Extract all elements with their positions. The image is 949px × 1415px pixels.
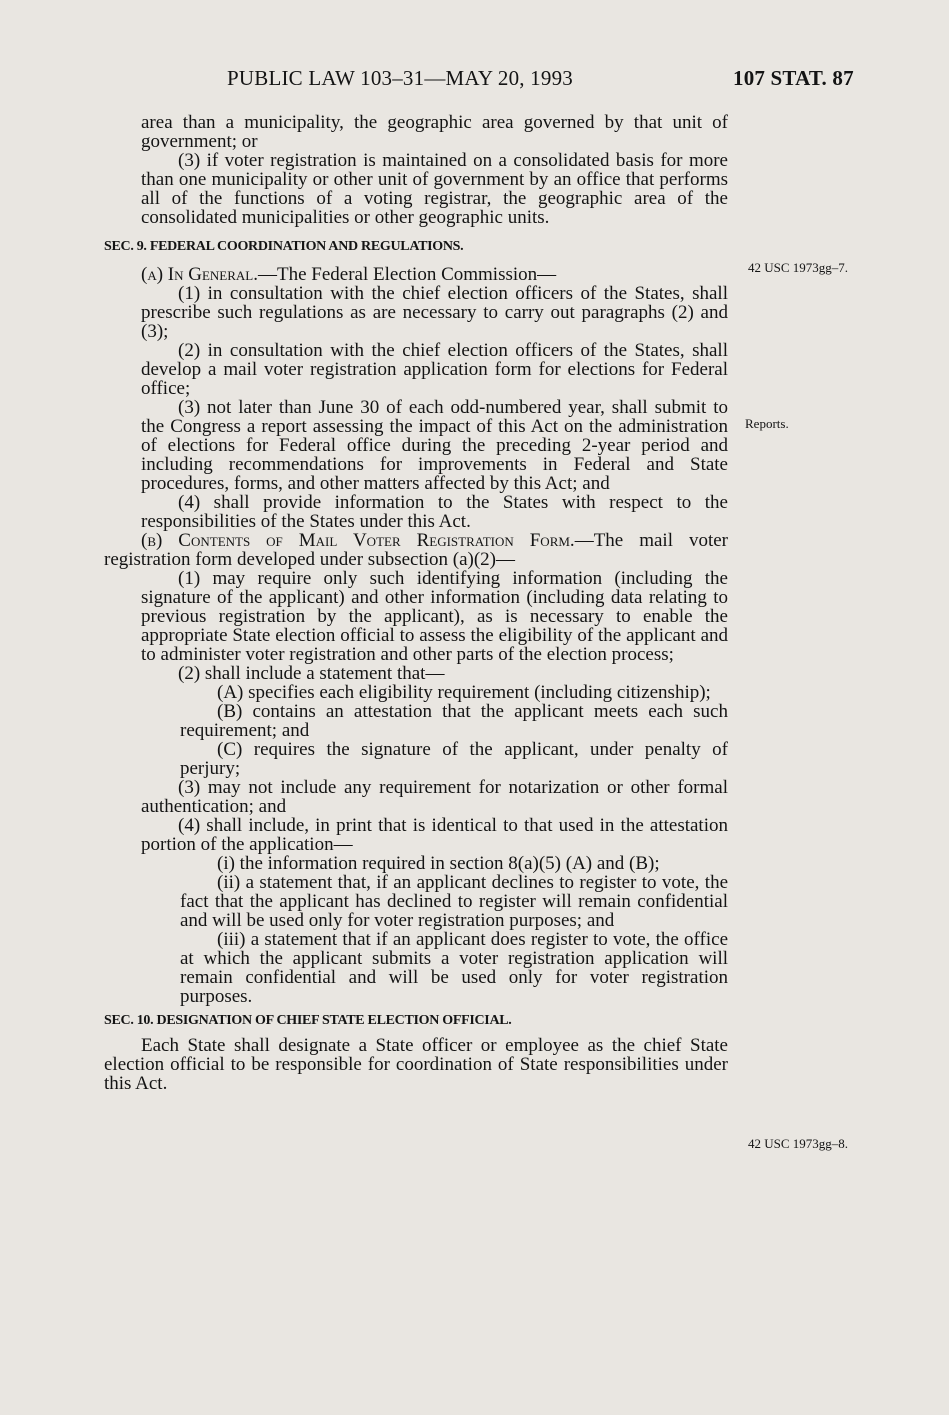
- subsection-b: [104, 531, 728, 569]
- body-text: [104, 113, 728, 1093]
- subsection-b-label: (b) Contents of Mail Voter Registration Form.: [141, 530, 575, 551]
- subsection-a-label: (a) In General.: [141, 264, 258, 285]
- subsection-b-item-2A: (A) specifies each eligibility requirement (including citizenship);: [217, 682, 711, 703]
- subsection-a-text: —The Federal Election Commission—: [258, 264, 557, 285]
- section-10-heading: SEC. 10. DESIGNATION OF CHIEF STATE ELECTION OFFICIAL.: [104, 1013, 512, 1028]
- subsection-b-item-2B: (B) contains an attestation that the applicant meets each such requirement; and: [180, 701, 728, 741]
- paragraph-continuation: area than a municipality, the geographic area governed by that unit of government; or: [141, 112, 728, 152]
- paragraph-3-consolidated: (3) if voter registration is maintained on a consolidated basis for more than one municipality or other unit of government by an office that performs all of the functions of a voting registrar, the geographic area of the consolidated municipalities or other geographic units.: [141, 150, 728, 228]
- margin-note-sec9-citation: 42 USC 1973gg–7.: [748, 260, 849, 275]
- subsection-a-item-3: (3) not later than June 30 of each odd-numbered year, shall submit to the Congress a report assessing the impact of this Act on the administration of elections for Federal office during the preceding 2-year period and including recommendations for improvements in Federal and State procedures, forms, and other matters affected by this Act; and: [141, 397, 728, 494]
- subsection-b-item-4-i: (i) the information required in section 8(a)(5) (A) and (B);: [217, 853, 660, 874]
- subsection-b-item-1: (1) may require only such identifying information (including the signature of the applicant) and other information (including data relating to previous registration by the applicant), as is necessary to enable the appropriate State election official to assess the eligibility of the applicant and to administer voter registration and other parts of the election process;: [141, 568, 728, 665]
- subsection-b-item-3: (3) may not include any requirement for notarization or other formal authentication; and: [141, 777, 728, 817]
- subsection-a-item-4: (4) shall provide information to the States with respect to the responsibilities of the States under this Act.: [141, 492, 728, 532]
- margin-note-reports: Reports.: [745, 416, 789, 431]
- statute-page-number: 107 STAT. 87: [733, 66, 854, 90]
- margin-note-sec10-citation: 42 USC 1973gg–8.: [748, 1136, 849, 1151]
- subsection-b-item-2C: (C) requires the signature of the applicant, under penalty of perjury;: [180, 739, 728, 779]
- subsection-b-text: —The mail voter registration form developed under subsection (a)(2)—: [104, 530, 728, 570]
- subsection-a-item-1: (1) in consultation with the chief election officers of the States, shall prescribe such regulations as are necessary to carry out paragraphs (2) and (3);: [141, 283, 728, 342]
- subsection-b-item-2: (2) shall include a statement that—: [178, 663, 445, 684]
- subsection-b-item-4-iii: (iii) a statement that if an applicant does register to vote, the office at which the applicant submits a voter registration application will remain confidential and will be used only for voter registration purposes.: [180, 929, 728, 1007]
- subsection-b-item-4: (4) shall include, in print that is identical to that used in the attestation portion of the application—: [141, 815, 728, 855]
- section-10-text: Each State shall designate a State officer or employee as the chief State election official to be responsible for coordination of State responsibilities under this Act.: [104, 1035, 728, 1094]
- running-header-title: PUBLIC LAW 103–31—MAY 20, 1993: [227, 66, 573, 90]
- subsection-a-item-2: (2) in consultation with the chief election officers of the States, shall develop a mail voter registration application form for elections for Federal office;: [141, 340, 728, 399]
- subsection-b-item-4-ii: (ii) a statement that, if an applicant declines to register to vote, the fact that the applicant has declined to register will remain confidential and will be used only for voter registration purposes; and: [180, 872, 728, 931]
- section-9-heading: SEC. 9. FEDERAL COORDINATION AND REGULATIONS.: [104, 239, 464, 254]
- subsection-a: [104, 265, 728, 284]
